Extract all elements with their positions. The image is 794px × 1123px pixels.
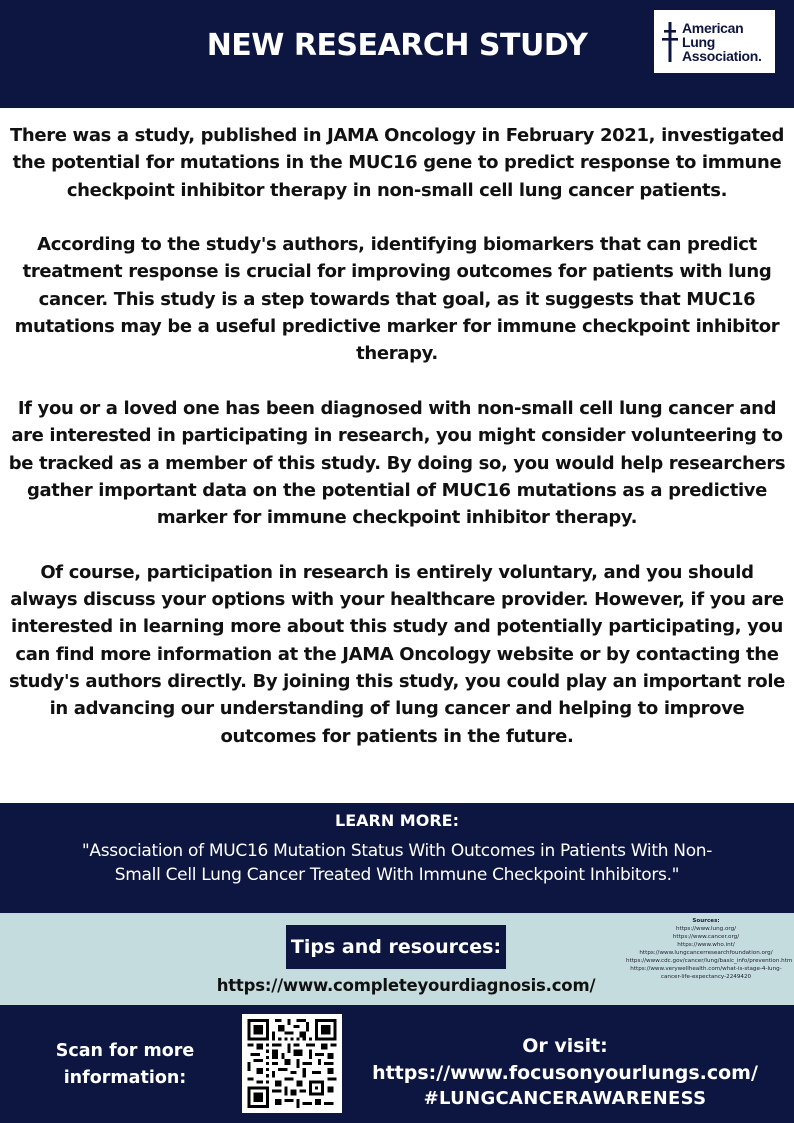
visit-link[interactable]: https://www.focusonyourlungs.com/: [372, 1062, 758, 1084]
source-link[interactable]: https://www.lung.org/: [675, 926, 737, 932]
learn-more-heading: LEARN MORE:: [335, 811, 459, 830]
source-link[interactable]: https://www.cancer.org/: [672, 934, 740, 940]
american-lung-association-logo: [654, 10, 775, 73]
sources-title: Sources:: [692, 918, 720, 924]
body-paragraph: Of course, participation in research is entirely voluntary, and you should always discuss your options with your healthcare provider. However, if you are interested in learning more about this study and potentially participating, you can find more information at the JAMA Oncology website or by contacting the study's authors directly. By joining this study, you could play an important role in advancing our understanding of lung cancer and helping to improve outcomes for patients in the future.: [8, 561, 785, 747]
tips-section: [0, 913, 794, 1005]
visit-label: Or visit:: [522, 1035, 608, 1057]
logo-text: [682, 21, 762, 63]
qr-code-icon: [247, 1019, 337, 1108]
study-citation: "Association of MUC16 Mutation Status With Outcomes in Patients With Non-Small Cell Lung Cancer Treated With Immune Checkpoint Inhibitors.": [81, 841, 713, 885]
logo-text-line: Association.: [682, 47, 762, 64]
lorraine-cross-icon: [662, 20, 678, 64]
source-link[interactable]: https://www.verywellhealth.com/what-is-stage-4-lung-cancer-life-expectancy-2249420: [630, 966, 782, 980]
logo-text-line: American: [682, 19, 744, 36]
page-title: NEW RESEARCH STUDY: [206, 28, 588, 63]
logo-text-line: Lung: [682, 33, 716, 50]
footer: [0, 1005, 794, 1123]
header-banner: [0, 0, 794, 108]
tips-link[interactable]: https://www.completeyourdiagnosis.com/: [216, 976, 596, 995]
source-link[interactable]: https://www.lungcancerresearchfoundation.org/: [639, 950, 773, 956]
body-paragraph: According to the study's authors, identifying biomarkers that can predict treatment response is crucial for improving outcomes for patients with lung cancer. This study is a step towards that goal, as it suggests that MUC16 mutations may be a useful predictive marker for immune checkpoint inhibitor therapy.: [14, 234, 780, 365]
sources-list: [626, 917, 793, 981]
hashtag: #LUNGCANCERAWARENESS: [423, 1088, 707, 1109]
body-paragraph: There was a study, published in JAMA Oncology in February 2021, investigated the potential for mutations in the MUC16 gene to predict response to immune checkpoint inhibitor therapy in non-small cell lung cancer patients.: [9, 125, 785, 201]
body-paragraph: If you or a loved one has been diagnosed with non-small cell lung cancer and are interested in participating in research, you might consider volunteering to be tracked as a member of this study. By doing so, you would help researchers gather important data on the potential of MUC16 mutations as a predictive marker for immune checkpoint inhibitor therapy.: [8, 397, 786, 529]
learn-more-section: [0, 803, 794, 913]
tips-badge: Tips and resources:: [286, 925, 506, 969]
scan-label: Scan for more information:: [55, 1041, 195, 1088]
source-link[interactable]: https://www.who.int/: [677, 942, 735, 948]
article-body: [8, 122, 786, 750]
visit-block: [360, 1033, 770, 1087]
source-link[interactable]: https://www.cdc.gov/cancer/lung/basic_info/prevention.htm: [626, 958, 793, 964]
qr-code[interactable]: [242, 1014, 342, 1113]
